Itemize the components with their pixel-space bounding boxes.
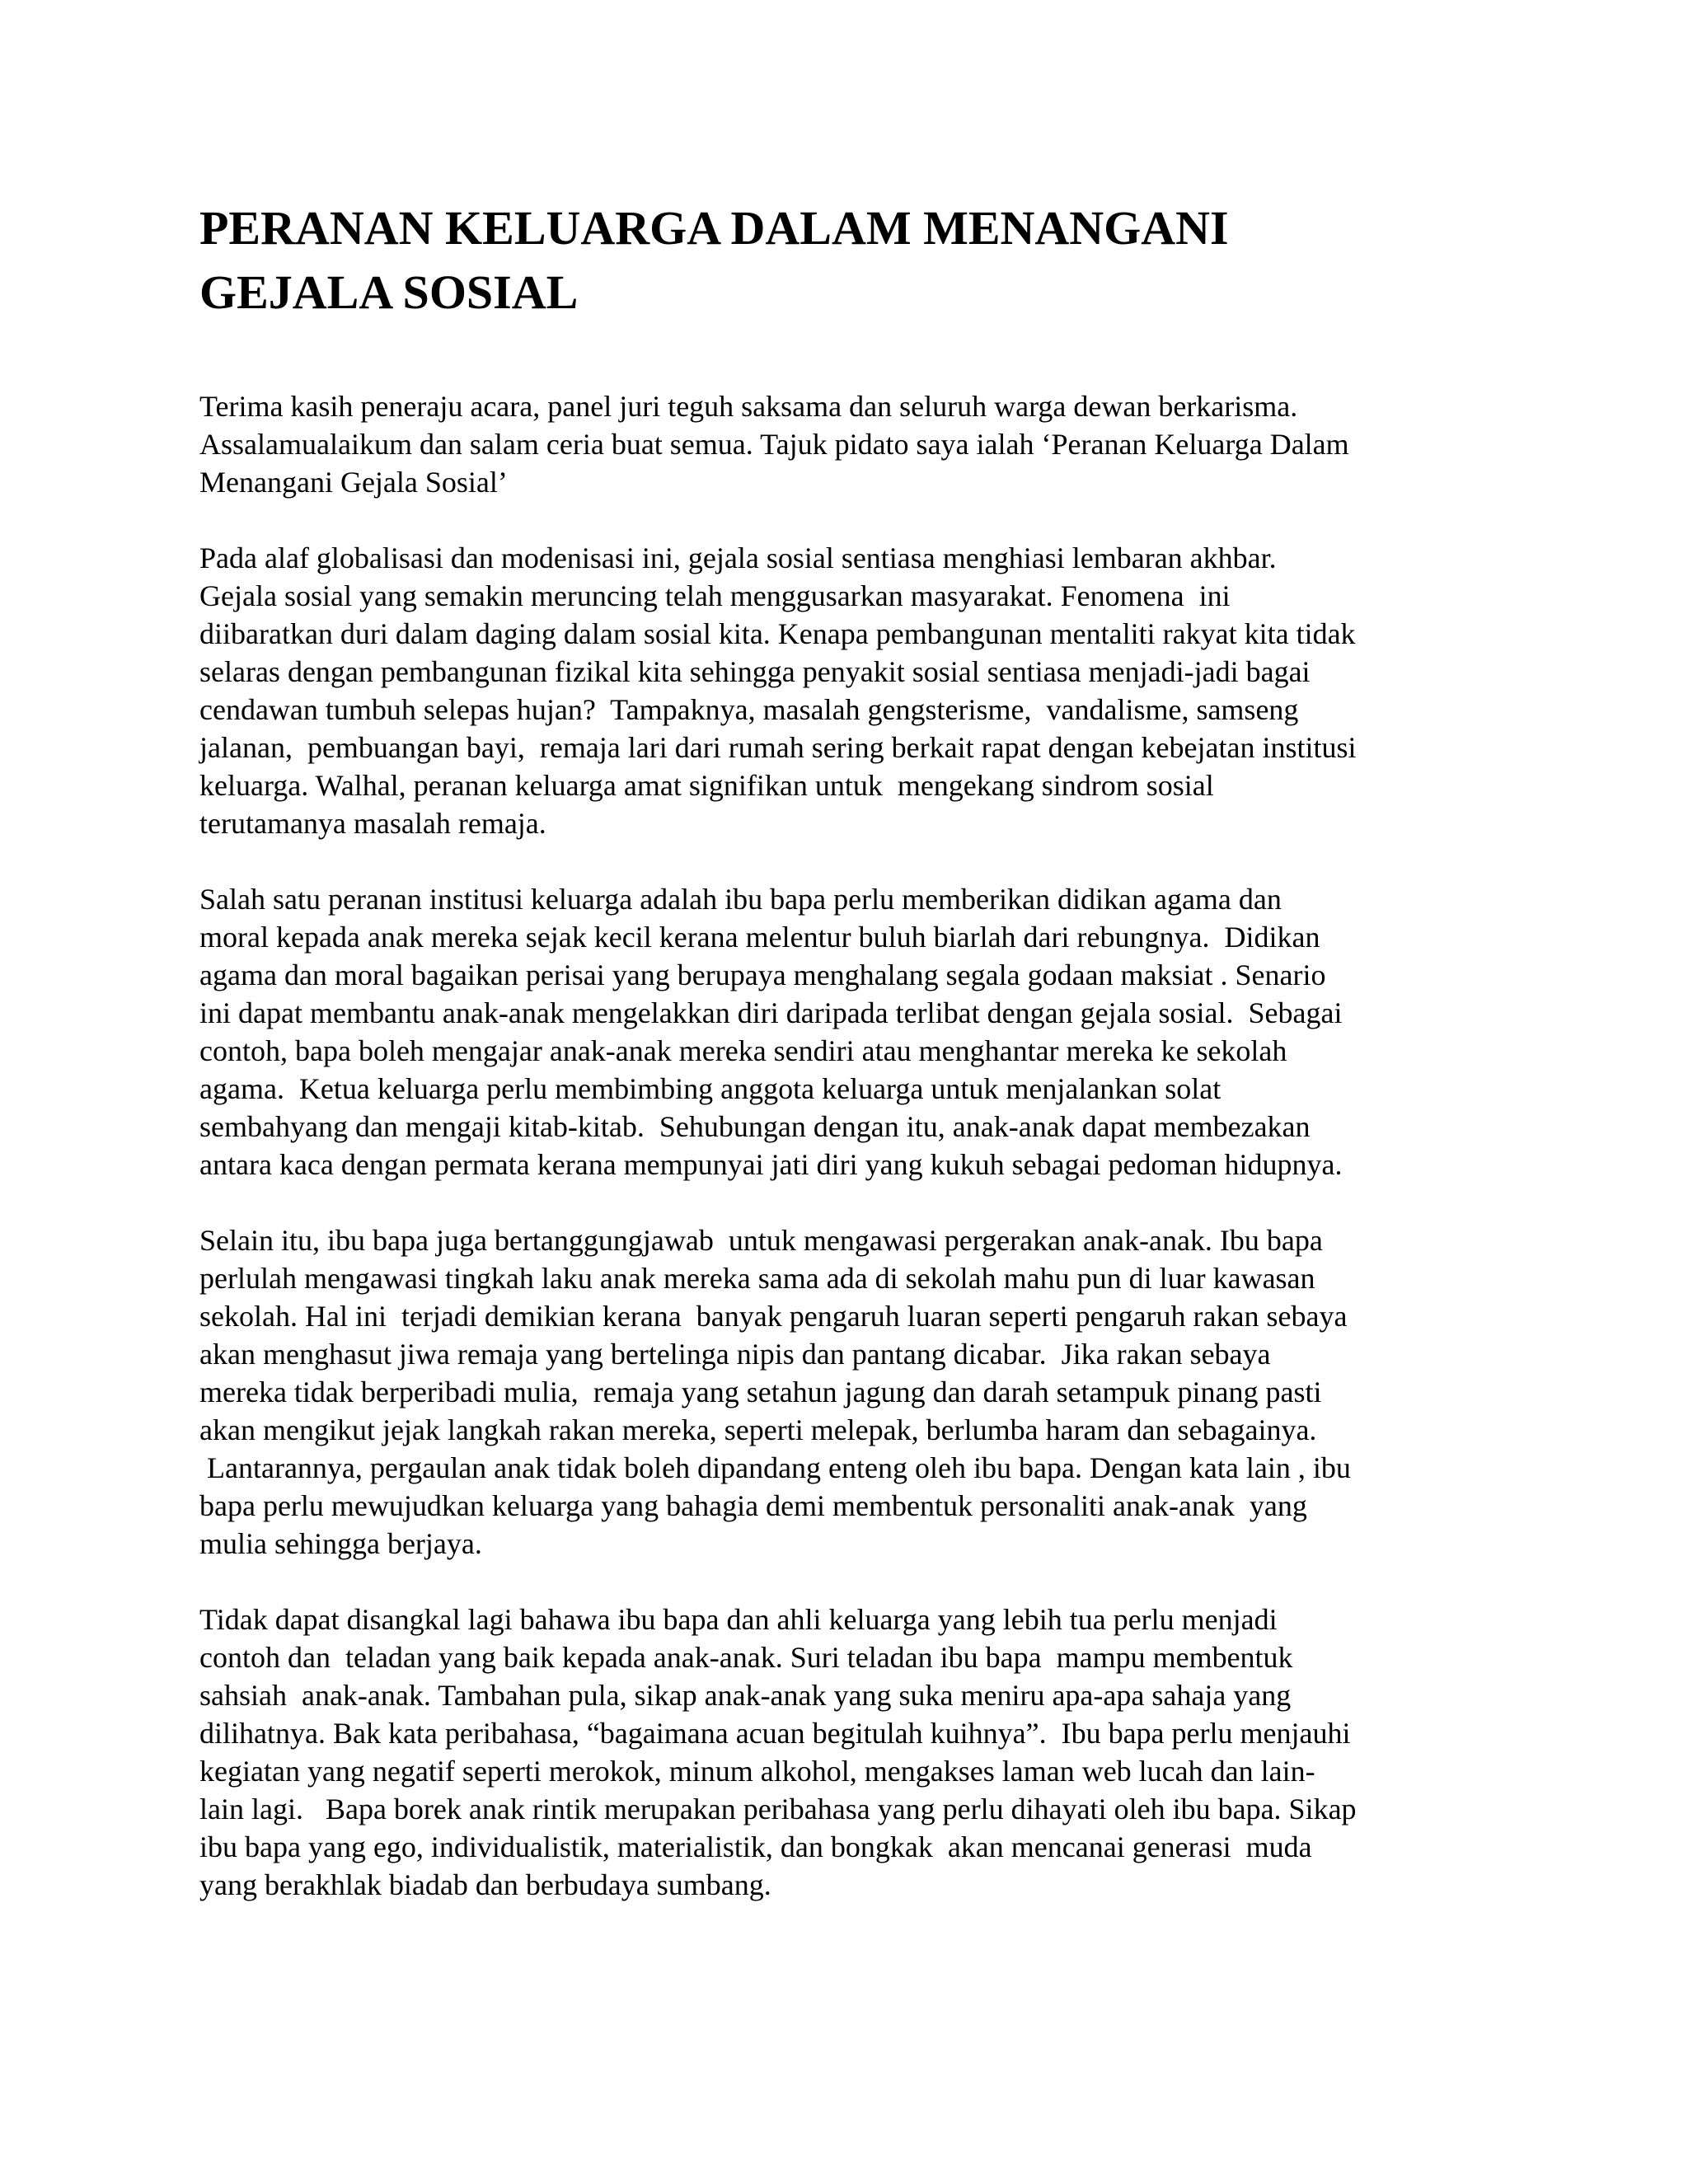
text-line: lain lagi. Bapa borek anak rintik merupakan peribahasa yang perlu dihayati oleh ibu bapa. Sikap (199, 1793, 1357, 1825)
text-line: sembahyang dan mengaji kitab-kitab. Sehubungan dengan itu, anak-anak dapat membezakan (199, 1110, 1311, 1143)
text-line: agama dan moral bagaikan perisai yang berupaya menghalang segala godaan maksiat . Senario (199, 958, 1326, 991)
text-line: kegiatan yang negatif seperti merokok, minum alkohol, mengakses laman web lucah dan lain- (199, 1755, 1315, 1788)
text-line: Gejala sosial yang semakin meruncing telah menggusarkan masyarakat. Fenomena ini (199, 579, 1231, 612)
text-line: cendawan tumbuh selepas hujan? Tampaknya, masalah gengsterisme, vandalisme, samseng (199, 693, 1299, 726)
text-line: contoh dan teladan yang baik kepada anak-anak. Suri teladan ibu bapa mampu membentuk (199, 1641, 1293, 1674)
paragraph-point-religious-education (199, 880, 1342, 1183)
text-line: akan mengikut jejak langkah rakan mereka, seperti melepak, berlumba haram dan sebagainya. (199, 1413, 1317, 1446)
text-line: ini dapat membantu anak-anak mengelakkan diri daripada terlibat dengan gejala sosial. Sebagai (199, 996, 1343, 1029)
text-line: dilihatnya. Bak kata peribahasa, “bagaimana acuan begitulah kuihnya”. Ibu bapa perlu menjauhi (199, 1717, 1351, 1750)
text-line: Tidak dapat disangkal lagi bahawa ibu bapa dan ahli keluarga yang lebih tua perlu menjadi (199, 1603, 1278, 1636)
title-line: GEJALA SOSIAL (199, 265, 579, 319)
paragraph-point-supervision (199, 1221, 1351, 1563)
text-line: antara kaca dengan permata kerana mempunyai jati diri yang kukuh sebagai pedoman hidupnya. (199, 1148, 1343, 1181)
text-line: Terima kasih peneraju acara, panel juri teguh saksama dan seluruh warga dewan berkarisma. (199, 390, 1298, 423)
text-line: diibaratkan duri dalam daging dalam sosial kita. Kenapa pembangunan mentaliti rakyat kita tidak (199, 617, 1356, 650)
text-line: yang berakhlak biadab dan berbudaya sumbang. (199, 1868, 771, 1901)
text-line: terutamanya masalah remaja. (199, 807, 546, 840)
text-line: selaras dengan pembangunan fizikal kita sehingga penyakit sosial sentiasa menjadi-jadi bagai (199, 655, 1311, 688)
text-line: Salah satu peranan institusi keluarga adalah ibu bapa perlu memberikan didikan agama dan (199, 883, 1282, 916)
text-line: moral kepada anak mereka sejak kecil kerana melentur buluh biarlah dari rebungnya. Didikan (199, 921, 1320, 954)
title-line: PERANAN KELUARGA DALAM MENANGANI (199, 201, 1229, 255)
paragraph-greeting (199, 387, 1349, 501)
text-line: keluarga. Walhal, peranan keluarga amat signifikan untuk mengekang sindrom sosial (199, 769, 1214, 802)
text-line: ibu bapa yang ego, individualistik, materialistik, dan bongkak akan mencanai generasi muda (199, 1830, 1312, 1863)
text-line: Pada alaf globalisasi dan modenisasi ini, gejala sosial sentiasa menghiasi lembaran akhbar. (199, 541, 1277, 574)
text-line: Assalamualaikum dan salam ceria buat semua. Tajuk pidato saya ialah ‘Peranan Keluarga Dalam (199, 428, 1349, 461)
text-line: mereka tidak berperibadi mulia, remaja yang setahun jagung dan darah setampuk pinang pasti (199, 1376, 1322, 1408)
text-line: sekolah. Hal ini terjadi demikian kerana banyak pengaruh luaran seperti pengaruh rakan sebaya (199, 1300, 1348, 1333)
text-line: mulia sehingga berjaya. (199, 1527, 482, 1560)
text-line: sahsiah anak-anak. Tambahan pula, sikap anak-anak yang suka meniru apa-apa sahaja yang (199, 1679, 1292, 1712)
text-line: jalanan, pembuangan bayi, remaja lari dari rumah sering berkait rapat dengan kebejatan institusi (199, 731, 1357, 764)
text-line: perlulah mengawasi tingkah laku anak mereka sama ada di sekolah mahu pun di luar kawasan (199, 1262, 1315, 1295)
text-line: Lantarannya, pergaulan anak tidak boleh dipandang enteng oleh ibu bapa. Dengan kata lain , ibu (199, 1451, 1351, 1484)
text-line: Selain itu, ibu bapa juga bertanggungjawab untuk mengawasi pergerakan anak-anak. Ibu bapa (199, 1224, 1323, 1257)
paragraph-introduction (199, 539, 1356, 842)
paragraph-point-role-model (199, 1601, 1357, 1904)
text-line: agama. Ketua keluarga perlu membimbing anggota keluarga untuk menjalankan solat (199, 1072, 1221, 1105)
document-title (199, 196, 1518, 325)
text-line: akan menghasut jiwa remaja yang bertelinga nipis dan pantang dicabar. Jika rakan sebaya (199, 1338, 1271, 1371)
text-line: contoh, bapa boleh mengajar anak-anak mereka sendiri atau menghantar mereka ke sekolah (199, 1034, 1287, 1067)
text-line: bapa perlu mewujudkan keluarga yang bahagia demi membentuk personaliti anak-anak yang (199, 1489, 1307, 1522)
text-line: Menangani Gejala Sosial’ (199, 466, 508, 499)
